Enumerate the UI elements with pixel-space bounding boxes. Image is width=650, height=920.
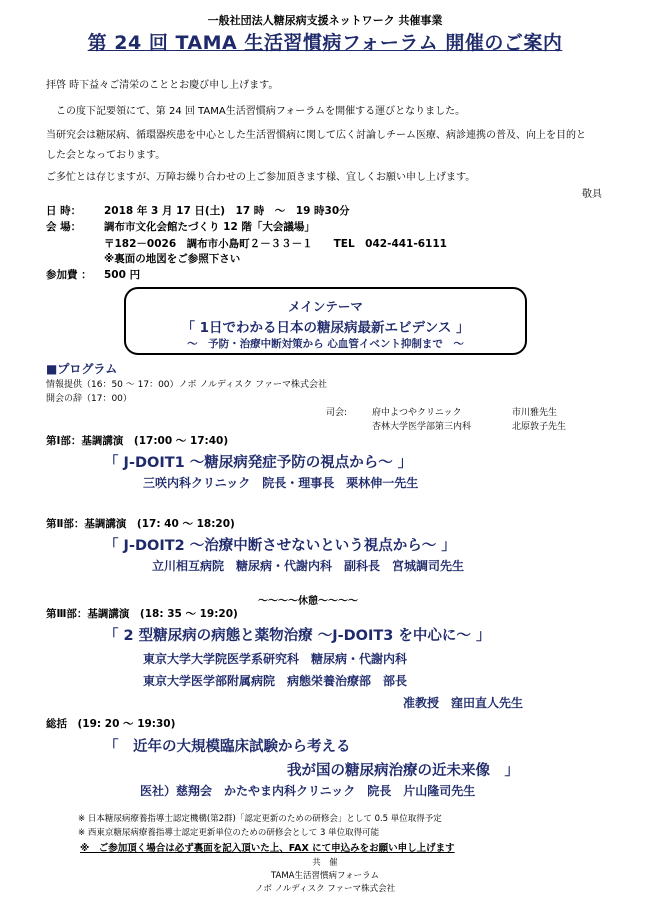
venue-address: 〒182－0026 調布市小島町２－３３－１ TEL 042-441-6111: [104, 238, 447, 250]
part1-speaker: 三咲内科クリニック 院長・理事長 栗林伸一先生: [143, 476, 419, 490]
chair1-org: 府中よつやクリニック: [372, 408, 462, 418]
date-value: 2018 年 3 月 17 日(土) 17 時 ～ 19 時30分: [104, 205, 350, 217]
opening-remarks: 開会の辞（17：00）: [46, 394, 132, 404]
theme-subtitle: ～ 予防・治療中断対策から 心血管イベント抑制まで ～: [187, 338, 464, 350]
summary-title-line-1: 「 近年の大規模臨床試験から考える: [104, 739, 351, 755]
part3-title: 「 2 型糖尿病の病態と薬物治療 ～J-DOIT3 を中心に～ 」: [104, 628, 491, 644]
venue-label: 会 場：: [46, 221, 82, 233]
note-credit-2: ※ 西東京糖尿病療養指導士認定更新単位のための研修会として 3 単位取得可能: [78, 828, 380, 838]
request-line: ご多忙とは存じますが、万障お繰り合わせの上ご参加頂きます様、宜しくお願い申し上げます。: [46, 172, 476, 183]
part2-speaker: 立川相互病院 糖尿病・代謝内科 副科長 宮城調司先生: [152, 559, 465, 573]
program-heading: ■プログラム: [46, 362, 118, 376]
part1-title: 「 J-DOIT1 ～糖尿病発症予防の視点から～ 」: [104, 455, 413, 471]
part3-heading: 第Ⅲ部：基調講演 (18: 35 ～ 19:20): [46, 608, 238, 620]
chair2-org: 杏林大学医学部第三内科: [372, 422, 472, 432]
purpose-line-1: 当研究会は糖尿病、循環器疾患を中心とした生活習慣病に関して広く討論しチーム医療、病診連携の普及、向上を目的と: [46, 130, 586, 141]
chair1-name: 市川雅先生: [512, 408, 558, 418]
chair-label: 司会:: [326, 408, 348, 418]
summary-title-line-2: 我が国の糖尿病治療の近未来像 」: [287, 763, 519, 779]
theme-label: メインテーマ: [288, 299, 363, 314]
fee-value: 500 円: [104, 269, 141, 281]
date-label: 日 時：: [46, 205, 82, 217]
part3-speaker-affiliation-2: 東京大学医学部附属病院 病態栄養治療部 部長: [143, 674, 408, 688]
part2-heading: 第Ⅱ部：基調講演 (17: 40 ～ 18:20): [46, 518, 235, 530]
part2-title: 「 J-DOIT2 ～治療中断させないという視点から～ 」: [104, 538, 456, 554]
map-note: ※裏面の地図をご参照下さい: [104, 253, 241, 265]
cosponsor-1: TAMA生活習慣病フォーラム: [271, 871, 379, 881]
note-fax-request: ※ ご参加頂く場合は必ず裏面を記入頂いた上、FAX にて申込みをお願い申し上げます: [80, 843, 455, 854]
venue-value: 調布市文化会館たづくり 12 階「大会議場」: [104, 221, 315, 233]
main-theme-box: [124, 287, 527, 355]
summary-heading: 総括 (19: 20 ～ 19:30): [46, 718, 176, 730]
greeting-line: 拝啓 時下益々ご清栄のこととお慶び申し上げます。: [46, 80, 279, 91]
intro-line: この度下記要領にて、第 24 回 TAMA生活習慣病フォーラムを開催する運びとなりました。: [56, 106, 466, 117]
cosponsor-2: ノボ ノルディスク ファーマ株式会社: [254, 884, 396, 894]
break-label: ～～～～休憩～～～～: [258, 596, 358, 607]
summary-speaker: 医社）慈翔会 かたやま内科クリニック 院長 片山隆司先生: [140, 784, 476, 798]
part3-speaker-name: 准教授 窪田直人先生: [403, 696, 524, 710]
closing-word: 敬具: [582, 189, 602, 200]
organizer-line: 一般社団法人糖尿病支援ネットワーク 共催事業: [207, 14, 443, 27]
theme-title: 「 1日でわかる日本の糖尿病最新エビデンス 」: [181, 320, 470, 336]
note-credit-1: ※ 日本糖尿病療養指導士認定機構(第2群)「認定更新のための研修会」として 0.5 単位取得予定: [78, 814, 442, 824]
page-title: 第 24 回 TAMA 生活習慣病フォーラム 開催のご案内: [87, 32, 563, 54]
part3-speaker-affiliation-1: 東京大学大学院医学系研究科 糖尿病・代謝内科: [143, 652, 408, 666]
cosponsor-label: 共 催: [312, 858, 338, 868]
purpose-line-2: した会となっております。: [46, 150, 166, 161]
chair2-name: 北原敦子先生: [512, 422, 567, 432]
part1-heading: 第Ⅰ部：基調講演 (17:00 ～ 17:40): [46, 435, 229, 447]
info-session: 情報提供（16：50 ～ 17：00）ノボ ノルディスク ファーマ株式会社: [46, 380, 327, 390]
fee-label: 参加費 ：: [46, 269, 92, 281]
